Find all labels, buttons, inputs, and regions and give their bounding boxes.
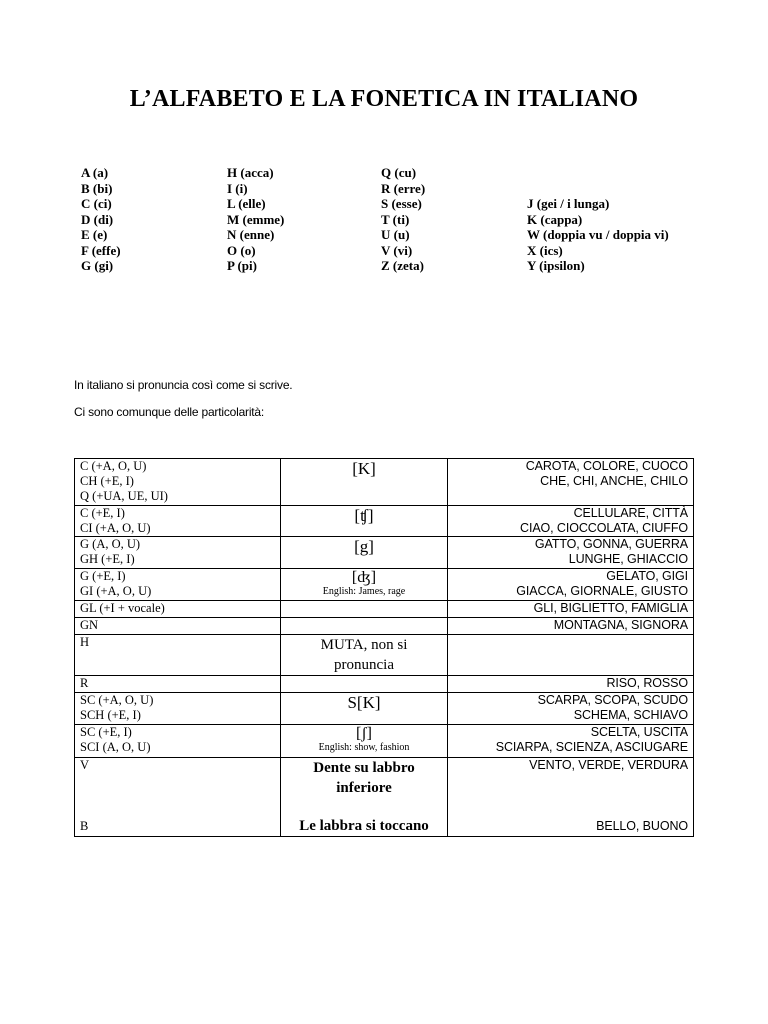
english-example: English: James, rage (322, 586, 406, 597)
letter-rule: GN (80, 618, 99, 632)
letter-o: O (o) (227, 242, 256, 258)
letter-rule: B (80, 819, 89, 833)
letter-rule: SC (+A, O, U) (80, 693, 154, 707)
letter-n: N (enne) (227, 227, 275, 242)
ipa-symbol: S[K] (347, 693, 381, 712)
letters-cell (75, 569, 281, 601)
example-words: SCHEMA, SCHIAVO (573, 708, 688, 722)
letter-rule: G (A, O, U) (80, 537, 141, 551)
examples-cell (448, 758, 694, 837)
sound-description: Dente su labbro (313, 760, 415, 776)
letter-rule: GL (+I + vocale) (80, 601, 165, 615)
example-words: SCELTA, USCITA (590, 725, 688, 739)
table-row (75, 725, 694, 758)
alphabet-column-3 (381, 165, 425, 274)
sound-description: MUTA, non si (320, 637, 408, 653)
table-row (75, 693, 694, 725)
sound-cell (281, 601, 448, 618)
letters-cell (75, 618, 281, 635)
examples-cell (448, 569, 694, 601)
alphabet-column-foreign (527, 196, 669, 274)
letter-rule: GI (+A, O, U) (80, 584, 152, 598)
sound-cell (281, 693, 448, 725)
table-row (75, 618, 694, 635)
english-example: English: show, fashion (318, 742, 410, 753)
letter-rule: C (+A, O, U) (80, 459, 147, 473)
sound-cell (281, 618, 448, 635)
letter-x: X (ics) (527, 242, 563, 258)
letter-k: K (cappa) (527, 211, 583, 227)
letter-i: I (i) (227, 180, 248, 196)
sound-cell (281, 725, 448, 758)
letters-cell (75, 758, 281, 837)
intro-paragraph-2: Ci sono comunque delle particolarità: (74, 405, 265, 419)
letter-d: D (di) (81, 211, 114, 227)
letter-s: S (esse) (381, 196, 422, 211)
examples-cell (448, 506, 694, 537)
table-row (75, 459, 694, 506)
letter-rule: GH (+E, I) (80, 552, 135, 566)
letter-rule: CH (+E, I) (80, 474, 134, 488)
example-words: VENTO, VERDE, VERDURA (529, 758, 688, 772)
sound-cell (281, 676, 448, 693)
letter-g: G (gi) (81, 258, 114, 273)
page-title: L’ALFABETO E LA FONETICA IN ITALIANO (129, 86, 639, 112)
examples-cell (448, 693, 694, 725)
ipa-symbol: [g] (354, 537, 374, 556)
example-words: MONTAGNA, SIGNORA (553, 618, 688, 632)
letters-cell (75, 693, 281, 725)
letter-a: A (a) (81, 165, 109, 180)
letter-rule: SC (+E, I) (80, 725, 132, 739)
letter-c: C (ci) (81, 196, 112, 211)
letter-f: F (effe) (81, 242, 121, 258)
ipa-symbol: [ʤ] (351, 569, 377, 586)
example-words: LUNGHE, GHIACCIO (568, 552, 688, 566)
letter-z: Z (zeta) (381, 258, 424, 273)
letters-cell (75, 725, 281, 758)
letters-cell (75, 537, 281, 569)
letter-rule: R (80, 676, 89, 690)
letter-j: J (gei / i lunga) (527, 196, 610, 211)
table-row (75, 635, 694, 676)
ipa-symbol: [ʧ] (354, 506, 374, 525)
table-row (75, 758, 694, 837)
table-row (75, 537, 694, 569)
alphabet-column-1 (81, 165, 121, 274)
example-words: CAROTA, COLORE, CUOCO (525, 459, 688, 473)
example-words: GIACCA, GIORNALE, GIUSTO (516, 584, 688, 598)
examples-cell (448, 676, 694, 693)
sound-cell (281, 506, 448, 537)
examples-cell (448, 537, 694, 569)
example-words: CHE, CHI, ANCHE, CHILO (540, 474, 688, 488)
letter-e: E (e) (81, 227, 108, 242)
letter-p: P (pi) (227, 258, 257, 273)
letter-h: H (acca) (227, 165, 274, 180)
example-words: CELLULARE, CITTÀ (573, 506, 688, 520)
table-row (75, 506, 694, 537)
examples-cell (448, 618, 694, 635)
letter-rule: C (+E, I) (80, 506, 125, 520)
ipa-symbol: [ʃ] (356, 725, 372, 742)
letters-cell (75, 506, 281, 537)
phonetics-table (74, 458, 694, 837)
letter-u: U (u) (381, 227, 410, 242)
example-words: GLI, BIGLIETTO, FAMIGLIA (533, 601, 688, 615)
letter-v: V (vi) (381, 242, 413, 258)
letter-y: Y (ipsilon) (527, 258, 585, 273)
letter-t: T (ti) (381, 211, 410, 227)
example-words: GATTO, GONNA, GUERRA (534, 537, 688, 551)
letter-rule: SCH (+E, I) (80, 708, 141, 722)
letter-b: B (bi) (81, 180, 113, 196)
examples-cell (448, 635, 694, 676)
example-words: SCIARPA, SCIENZA, ASCIUGARE (495, 740, 688, 754)
example-words: RISO, ROSSO (606, 676, 688, 690)
letter-q: Q (cu) (381, 165, 417, 180)
sound-description: pronuncia (334, 657, 394, 673)
letter-rule: Q (+UA, UE, UI) (80, 489, 168, 503)
letters-cell (75, 459, 281, 506)
letter-rule: H (80, 635, 90, 649)
sound-description: Le labbra si toccano (299, 818, 429, 834)
example-words: SCARPA, SCOPA, SCUDO (537, 693, 688, 707)
sound-cell (281, 635, 448, 676)
letters-cell (75, 601, 281, 618)
sound-cell (281, 537, 448, 569)
letters-cell (75, 635, 281, 676)
letter-rule: G (+E, I) (80, 569, 126, 583)
intro-paragraph: In italiano si pronuncia così come si scrive. (74, 378, 293, 392)
letter-rule: CI (+A, O, U) (80, 521, 151, 535)
letter-w: W (doppia vu / doppia vi) (527, 227, 669, 242)
letter-rule: V (80, 758, 90, 772)
sound-description: inferiore (336, 780, 392, 796)
letter-r: R (erre) (381, 180, 426, 196)
table-row (75, 569, 694, 601)
letter-m: M (emme) (227, 211, 285, 227)
example-words: BELLO, BUONO (596, 819, 688, 833)
sound-cell (281, 459, 448, 506)
table-row (75, 601, 694, 618)
letter-rule: SCI (A, O, U) (80, 740, 151, 754)
letter-l: L (elle) (227, 196, 266, 211)
ipa-symbol: [K] (352, 459, 376, 478)
examples-cell (448, 459, 694, 506)
examples-cell (448, 601, 694, 618)
sound-cell (281, 569, 448, 601)
sound-cell (281, 758, 448, 837)
alphabet-column-2 (227, 165, 284, 274)
table-row (75, 676, 694, 693)
example-words: GELATO, GIGI (606, 569, 688, 583)
examples-cell (448, 725, 694, 758)
example-words: CIAO, CIOCCOLATA, CIUFFO (520, 521, 688, 535)
letters-cell (75, 676, 281, 693)
